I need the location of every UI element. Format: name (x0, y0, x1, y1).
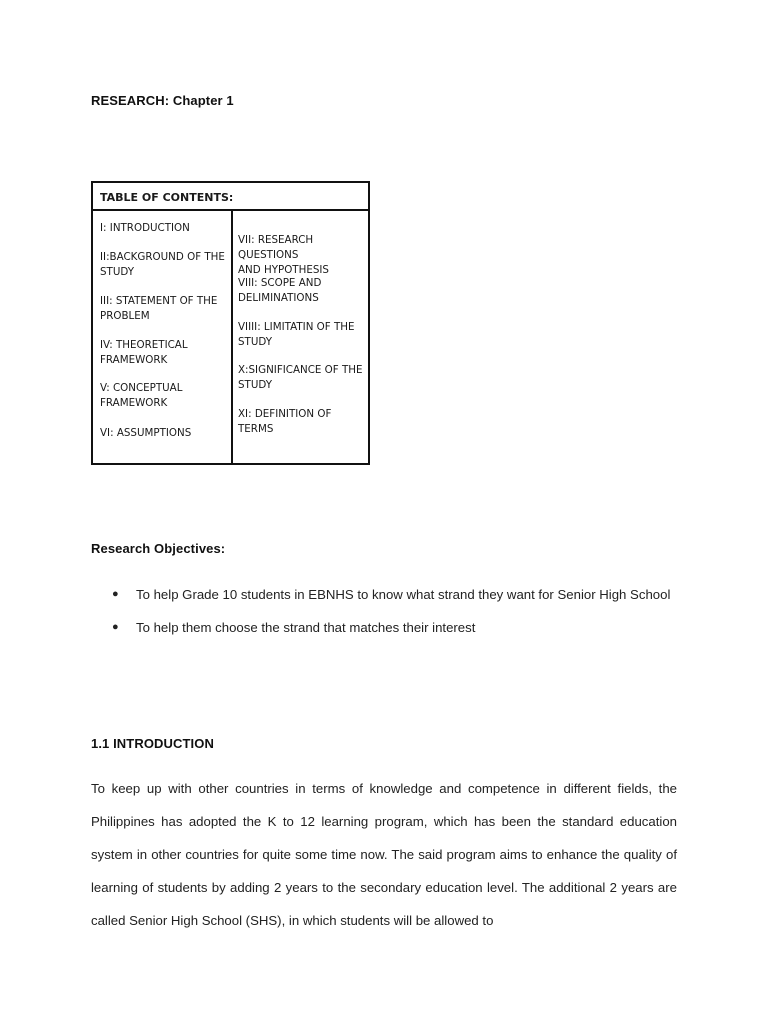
bullet-icon: ● (112, 621, 119, 633)
document-title: RESEARCH: Chapter 1 (91, 93, 234, 108)
toc-item: VIII: SCOPE AND DELIMINATIONS (238, 277, 322, 304)
table-of-contents (91, 181, 370, 465)
toc-item: V: CONCEPTUAL FRAMEWORK (100, 382, 183, 409)
list-item (91, 611, 677, 644)
toc-item: VI: ASSUMPTIONS (100, 427, 192, 439)
toc-header: TABLE OF CONTENTS: (93, 183, 368, 211)
objectives-list (91, 578, 691, 644)
toc-item: I: INTRODUCTION (100, 222, 190, 234)
introduction-paragraph: To keep up with other countries in terms of knowledge and competence in different fields, the Philippines has adopted the K to 12 learning program, which has been the standard education system in other countries for quite some time now. The said program aims to enhance the quality of learning of students by adding 2 years to the secondary education level. The additional 2 years are called Senior High School (SHS), in which students will be allowed to (91, 781, 677, 928)
toc-item: VII: RESEARCH QUESTIONS AND HYPOTHESIS (238, 234, 329, 276)
objective-text: To help them choose the strand that matches their interest (136, 620, 476, 635)
objective-text: To help Grade 10 students in EBNHS to know what strand they want for Senior High School (136, 587, 671, 602)
toc-item: XI: DEFINITION OF TERMS (238, 408, 332, 435)
toc-item: III: STATEMENT OF THE PROBLEM (100, 295, 218, 322)
toc-item: II:BACKGROUND OF THE STUDY (100, 251, 225, 278)
bullet-icon: ● (112, 588, 119, 600)
toc-item: IV: THEORETICAL FRAMEWORK (100, 339, 188, 366)
toc-column-divider (231, 211, 233, 463)
introduction-heading: 1.1 INTRODUCTION (91, 736, 214, 751)
toc-item: VIIII: LIMITATIN OF THE STUDY (238, 321, 355, 348)
toc-item: X:SIGNIFICANCE OF THE STUDY (238, 364, 363, 391)
list-item (91, 578, 677, 611)
objectives-heading: Research Objectives: (91, 541, 226, 556)
